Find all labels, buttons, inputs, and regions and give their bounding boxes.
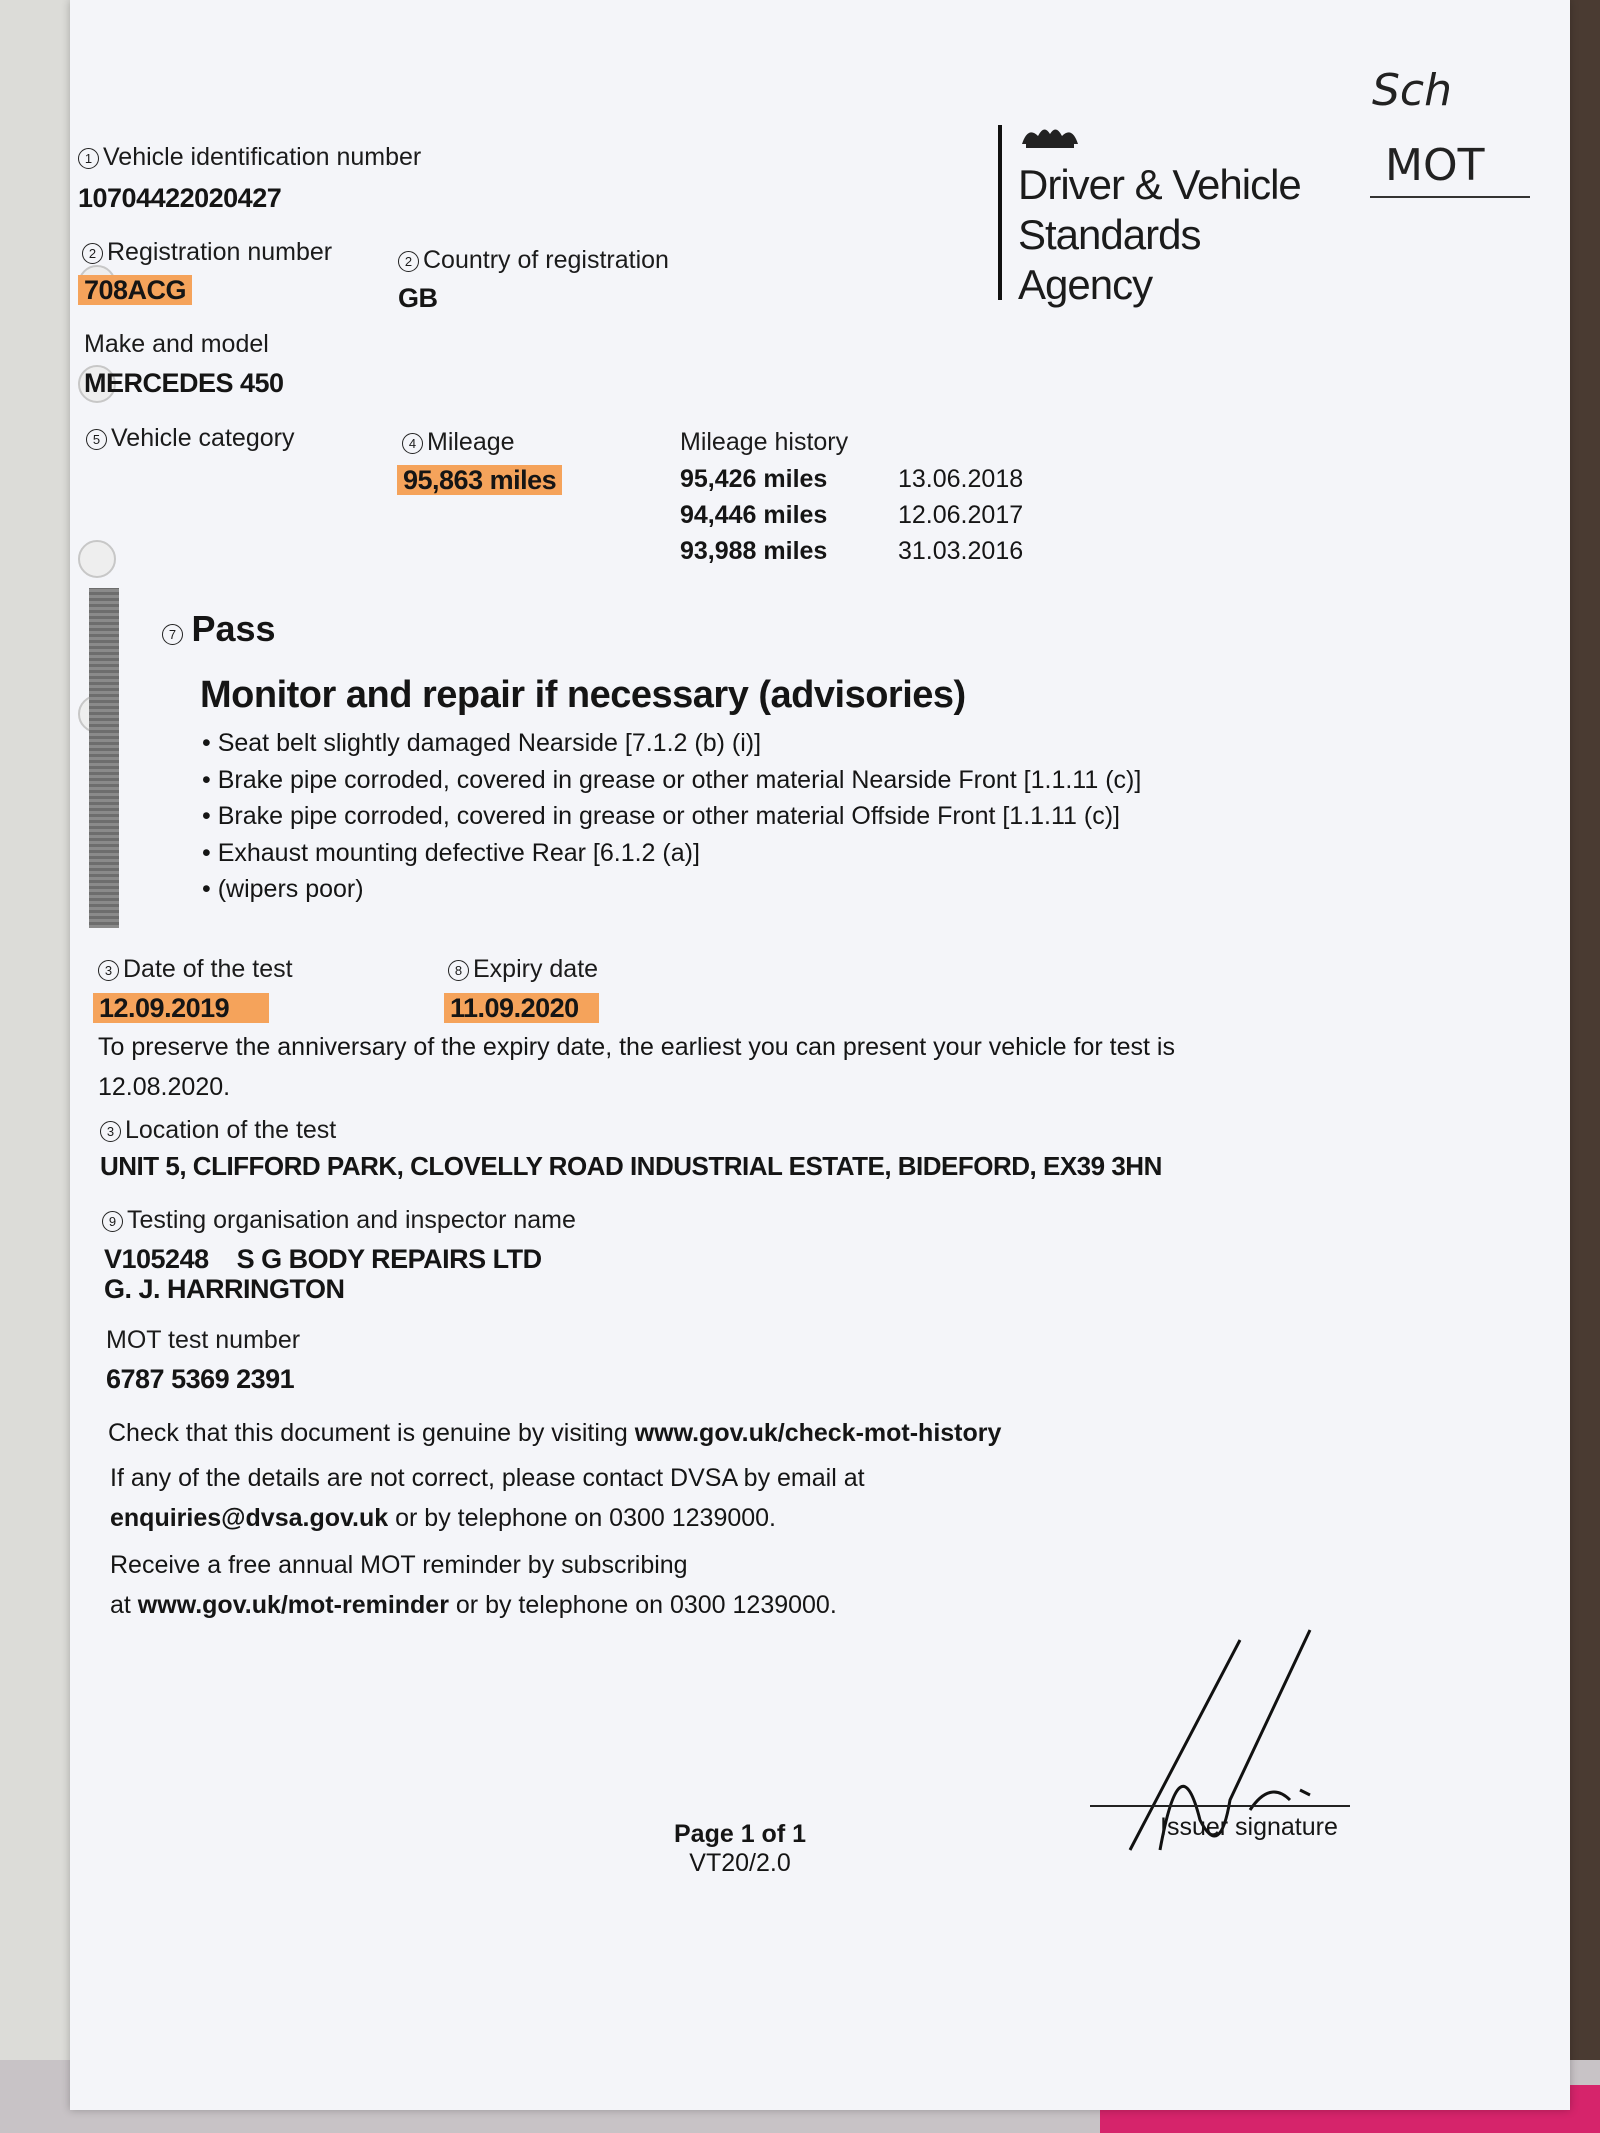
advisory-item: • Exhaust mounting defective Rear [6.1.2 (a)]	[202, 835, 1141, 872]
anniversary-line: To preserve the anniversary of the expiry date, the earliest you can present your vehicle for test is	[98, 1033, 1175, 1061]
mileage-label-text: Mileage	[427, 428, 515, 456]
advisory-item: • Seat belt slightly damaged Nearside [7.1.2 (b) (i)]	[202, 725, 1141, 762]
genuine-check-text	[108, 1413, 1001, 1453]
history-date: 12.06.2017	[898, 501, 1024, 529]
dvsa-email-link[interactable]: enquiries@dvsa.gov.uk	[110, 1504, 389, 1532]
testing-org-label	[102, 1206, 576, 1235]
mileage-history-row	[680, 537, 1024, 566]
contact-phone-text: or by telephone on 0300 1239000.	[388, 1504, 777, 1532]
reminder-phone-text: or by telephone on 0300 1239000.	[448, 1591, 837, 1619]
mileage-value	[403, 465, 562, 496]
number-badge: 3	[100, 1121, 121, 1142]
location-value: UNIT 5, CLIFFORD PARK, CLOVELLY ROAD INDUSTRIAL ESTATE, BIDEFORD, EX39 3HN	[100, 1151, 1162, 1181]
check-history-link[interactable]: www.gov.uk/check-mot-history	[634, 1419, 1002, 1447]
agency-line: Agency	[1018, 261, 1153, 308]
page-footer	[640, 1820, 840, 1878]
test-date-label-text: Date of the test	[123, 955, 293, 983]
country-label	[398, 246, 669, 275]
check-text: Check that this document is genuine by visiting	[108, 1419, 635, 1447]
anniversary-note	[98, 1027, 1175, 1107]
result-heading	[162, 608, 276, 650]
dvsa-divider	[998, 125, 1002, 300]
mileage-history-row	[680, 465, 1024, 494]
reminder-at: at	[110, 1591, 138, 1619]
registration-value	[84, 275, 192, 306]
make-model-label: Make and model	[84, 330, 269, 358]
anniversary-date: 12.08.2020.	[98, 1073, 231, 1101]
test-number-label: MOT test number	[106, 1326, 301, 1354]
royal-crest-icon	[1018, 122, 1082, 150]
result-side-bar	[89, 588, 119, 928]
history-miles: 95,426 miles	[680, 465, 828, 493]
advisories-list	[202, 725, 1141, 908]
reminder-line: Receive a free annual MOT reminder by subscribing	[110, 1551, 688, 1579]
registration-label-text: Registration number	[107, 238, 333, 266]
mileage-history-row	[680, 501, 1024, 530]
signature-line	[1090, 1805, 1350, 1807]
location-label-text: Location of the test	[125, 1116, 337, 1144]
advisory-item: • Brake pipe corroded, covered in grease or other material Offside Front [1.1.11 (c)]	[202, 798, 1141, 835]
advisories-title: Monitor and repair if necessary (advisories)	[200, 674, 966, 716]
highlighted-test-date: 12.09.2019	[93, 993, 269, 1023]
mileage-label	[402, 428, 515, 457]
number-badge: 3	[98, 960, 119, 981]
number-badge: 2	[82, 243, 103, 264]
test-date-label	[98, 955, 293, 984]
advisory-item: • Brake pipe corroded, covered in grease or other material Nearside Front [1.1.11 (c)]	[202, 762, 1141, 799]
registration-label	[82, 238, 332, 267]
history-date: 13.06.2018	[898, 465, 1024, 493]
contact-line: If any of the details are not correct, please contact DVSA by email at	[110, 1464, 865, 1492]
number-badge: 9	[102, 1211, 123, 1232]
number-badge: 7	[162, 624, 183, 645]
page-number: Page 1 of 1	[674, 1820, 806, 1848]
number-badge: 4	[402, 433, 423, 454]
history-miles: 93,988 miles	[680, 537, 828, 565]
number-badge: 5	[86, 429, 107, 450]
location-label	[100, 1116, 336, 1145]
history-miles: 94,446 miles	[680, 501, 828, 529]
form-code: VT20/2.0	[689, 1849, 791, 1877]
testing-org-label-text: Testing organisation and inspector name	[127, 1206, 576, 1234]
mileage-history-label: Mileage history	[680, 428, 849, 456]
inspector-name: G. J. HARRINGTON	[104, 1274, 345, 1304]
history-date: 31.03.2016	[898, 537, 1024, 565]
expiry-value	[450, 993, 599, 1024]
highlighted-mileage: 95,863 miles	[397, 465, 562, 495]
testing-org-value: V105248 S G BODY REPAIRS LTD	[104, 1244, 542, 1274]
expiry-label	[448, 955, 598, 984]
vin-value: 10704422020427	[78, 183, 282, 213]
handwritten-note: MOT	[1385, 140, 1485, 191]
vin-label	[78, 143, 421, 172]
make-model-value: MERCEDES 450	[84, 368, 284, 398]
handwritten-underline	[1370, 196, 1530, 198]
result-status: Pass	[191, 608, 276, 649]
agency-line: Standards	[1018, 211, 1201, 258]
agency-line: Driver & Vehicle	[1018, 161, 1301, 208]
test-number-value: 6787 5369 2391	[106, 1364, 295, 1394]
mot-reminder-link[interactable]: www.gov.uk/mot-reminder	[137, 1591, 449, 1619]
category-label	[86, 424, 294, 453]
highlighted-expiry-date: 11.09.2020	[444, 993, 599, 1023]
country-label-text: Country of registration	[423, 246, 669, 274]
number-badge: 1	[78, 148, 99, 169]
number-badge: 2	[398, 251, 419, 272]
category-label-text: Vehicle category	[111, 424, 295, 452]
dvsa-logo-text	[1018, 160, 1301, 310]
contact-text	[110, 1458, 865, 1538]
test-date-value	[99, 993, 269, 1024]
highlighted-registration: 708ACG	[78, 275, 192, 305]
expiry-label-text: Expiry date	[473, 955, 599, 983]
handwritten-note: Sch	[1372, 65, 1453, 116]
reminder-text	[110, 1545, 837, 1625]
issuer-signature-label: Issuer signature	[1160, 1813, 1338, 1841]
advisory-item: • (wipers poor)	[202, 871, 1141, 908]
punch-hole	[78, 540, 116, 578]
vin-label-text: Vehicle identification number	[103, 143, 422, 171]
number-badge: 8	[448, 960, 469, 981]
country-value: GB	[398, 283, 438, 313]
